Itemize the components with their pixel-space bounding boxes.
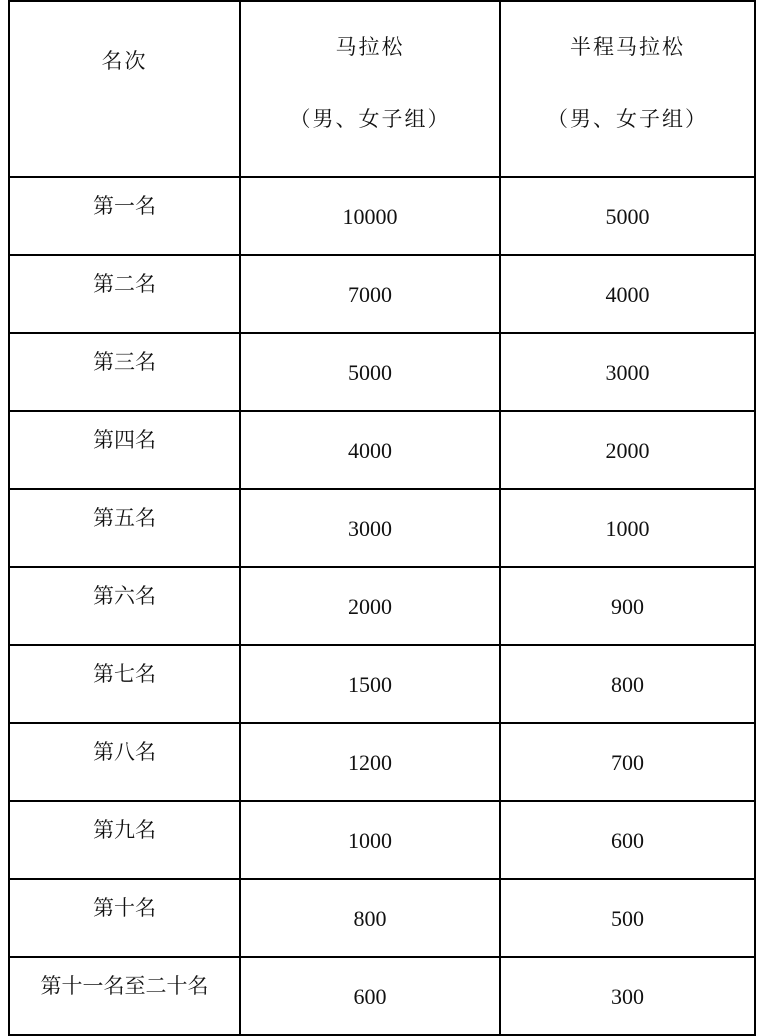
prize-table-body <box>9 1 755 1035</box>
marathon-prize-cell-text: 800 <box>353 906 387 931</box>
marathon-prize-cell <box>240 177 500 255</box>
header-half-marathon <box>500 1 755 177</box>
marathon-prize-cell <box>240 489 500 567</box>
header-rank <box>9 1 240 177</box>
table-row <box>9 957 755 1035</box>
marathon-prize-cell-text: 10000 <box>342 204 398 229</box>
table-row <box>9 411 755 489</box>
rank-cell-text: 第一名 <box>93 194 156 218</box>
marathon-prize-cell-text: 600 <box>353 984 387 1009</box>
rank-cell-text: 第二名 <box>93 272 156 296</box>
half-marathon-prize-cell-text: 5000 <box>605 204 650 229</box>
half-marathon-prize-cell-text: 800 <box>611 672 644 697</box>
table-row <box>9 489 755 567</box>
header-marathon-subtitle: （男、女子组） <box>289 107 451 131</box>
rank-cell <box>9 801 240 879</box>
marathon-prize-cell-text: 1000 <box>348 828 392 853</box>
table-header-row <box>9 1 755 177</box>
half-marathon-prize-cell <box>500 957 755 1035</box>
header-marathon-title: 马拉松 <box>335 35 405 59</box>
prize-table <box>8 0 756 1036</box>
rank-cell-text: 第八名 <box>93 740 156 764</box>
rank-cell <box>9 177 240 255</box>
table-row <box>9 567 755 645</box>
half-marathon-prize-cell <box>500 489 755 567</box>
half-marathon-prize-cell <box>500 567 755 645</box>
marathon-prize-cell-text: 5000 <box>348 360 392 385</box>
rank-cell <box>9 333 240 411</box>
header-half-marathon-title: 半程马拉松 <box>570 35 685 59</box>
rank-cell-text: 第五名 <box>93 506 156 530</box>
rank-cell <box>9 645 240 723</box>
header-marathon <box>240 1 500 177</box>
rank-cell <box>9 567 240 645</box>
half-marathon-prize-cell-text: 4000 <box>605 282 650 307</box>
half-marathon-prize-cell <box>500 411 755 489</box>
table-row <box>9 723 755 801</box>
rank-cell-text: 第四名 <box>93 428 156 452</box>
rank-cell-text: 第九名 <box>93 818 156 842</box>
table-row <box>9 177 755 255</box>
marathon-prize-cell <box>240 957 500 1035</box>
marathon-prize-cell <box>240 645 500 723</box>
rank-cell-text: 第十名 <box>93 896 156 920</box>
marathon-prize-cell <box>240 333 500 411</box>
marathon-prize-cell <box>240 411 500 489</box>
half-marathon-prize-cell <box>500 723 755 801</box>
header-half-marathon-subtitle: （男、女子组） <box>547 107 708 131</box>
marathon-prize-cell-text: 1500 <box>348 672 392 697</box>
header-rank-label: 名次 <box>101 49 148 73</box>
half-marathon-prize-cell <box>500 255 755 333</box>
marathon-prize-cell <box>240 255 500 333</box>
marathon-prize-cell <box>240 567 500 645</box>
marathon-prize-cell-text: 3000 <box>348 516 392 541</box>
prize-table-container <box>8 0 754 1009</box>
table-row <box>9 333 755 411</box>
rank-cell <box>9 723 240 801</box>
half-marathon-prize-cell <box>500 333 755 411</box>
marathon-prize-cell-text: 4000 <box>348 438 392 463</box>
marathon-prize-cell <box>240 801 500 879</box>
marathon-prize-cell <box>240 879 500 957</box>
table-row <box>9 801 755 879</box>
rank-cell <box>9 957 240 1035</box>
half-marathon-prize-cell-text: 600 <box>611 828 644 853</box>
rank-cell <box>9 411 240 489</box>
rank-cell <box>9 489 240 567</box>
half-marathon-prize-cell <box>500 879 755 957</box>
marathon-prize-cell-text: 2000 <box>348 594 392 619</box>
table-row <box>9 255 755 333</box>
rank-cell-text: 第十一名至二十名 <box>40 974 209 998</box>
half-marathon-prize-cell-text: 300 <box>611 984 644 1009</box>
half-marathon-prize-cell-text: 2000 <box>605 438 650 463</box>
half-marathon-prize-cell-text: 900 <box>611 594 644 619</box>
half-marathon-prize-cell <box>500 177 755 255</box>
half-marathon-prize-cell-text: 700 <box>611 750 644 775</box>
rank-cell <box>9 255 240 333</box>
marathon-prize-cell-text: 7000 <box>348 282 392 307</box>
half-marathon-prize-cell <box>500 801 755 879</box>
half-marathon-prize-cell-text: 500 <box>611 906 644 931</box>
rank-cell-text: 第三名 <box>93 350 156 374</box>
half-marathon-prize-cell <box>500 645 755 723</box>
marathon-prize-cell-text: 1200 <box>348 750 392 775</box>
table-row <box>9 879 755 957</box>
rank-cell-text: 第七名 <box>93 662 156 686</box>
half-marathon-prize-cell-text: 1000 <box>605 516 650 541</box>
rank-cell <box>9 879 240 957</box>
table-row <box>9 645 755 723</box>
rank-cell-text: 第六名 <box>93 584 156 608</box>
half-marathon-prize-cell-text: 3000 <box>605 360 650 385</box>
marathon-prize-cell <box>240 723 500 801</box>
